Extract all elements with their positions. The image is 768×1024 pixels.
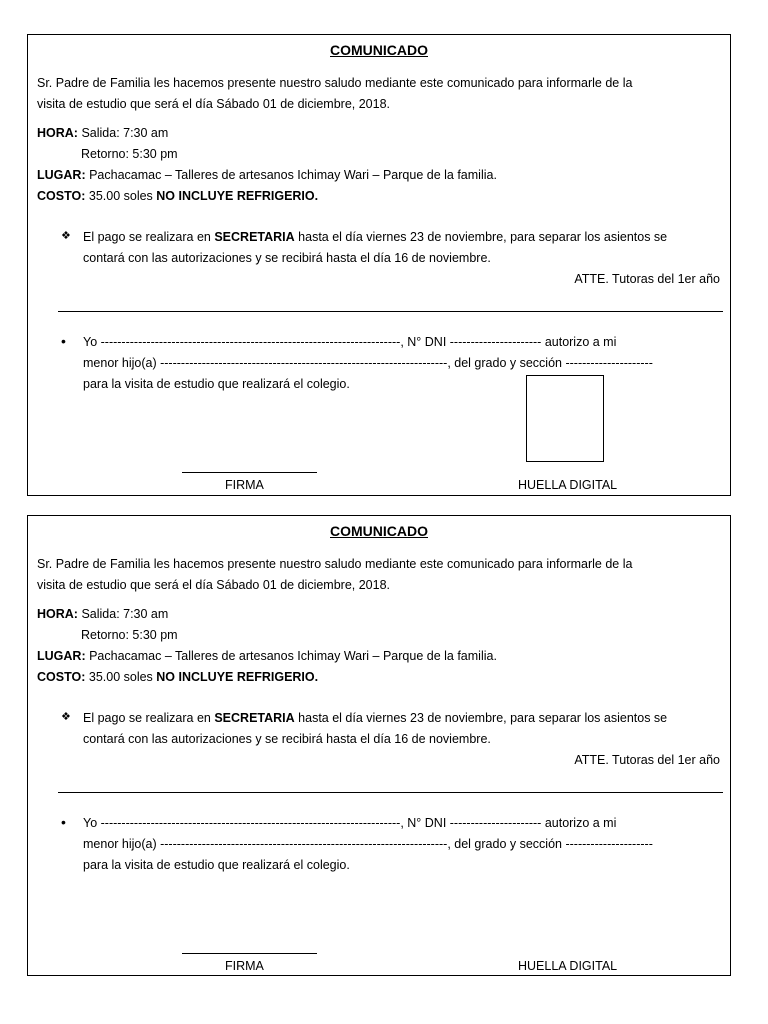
lugar-label: LUGAR:: [37, 168, 86, 182]
diamond-bullet-icon: ❖: [61, 711, 71, 723]
hora-label: HORA:: [37, 607, 78, 621]
pago-pre: El pago se realizara en: [83, 230, 215, 244]
auth-line-1: Yo ------------------------------------------------------------------------, N° DNI ---------------------- autorizo a mi: [83, 335, 617, 349]
costo-value: 35.00 soles: [85, 189, 157, 203]
pago-line-1: [83, 709, 667, 727]
lugar-label: LUGAR:: [37, 649, 86, 663]
round-bullet-icon: •: [61, 814, 66, 830]
retorno-value: Retorno: 5:30 pm: [81, 147, 178, 161]
lugar-value: Pachacamac – Talleres de artesanos Ichimay Wari – Parque de la familia.: [85, 649, 497, 663]
intro-line-2: visita de estudio que será el día Sábado 01 de diciembre, 2018.: [37, 578, 391, 592]
notice-title: COMUNICADO: [330, 42, 428, 58]
hora-row: [37, 605, 168, 623]
firma-label: FIRMA: [225, 959, 264, 973]
pago-bold: SECRETARIA: [214, 230, 295, 244]
costo-label: COSTO:: [37, 189, 86, 203]
auth-line-2: menor hijo(a) ---------------------------------------------------------------------, del grado y sección ---------------------: [83, 837, 653, 851]
auth-line-1: Yo ------------------------------------------------------------------------, N° DNI ---------------------- autorizo a mi: [83, 816, 617, 830]
intro-line-1: Sr. Padre de Familia les hacemos presente nuestro saludo mediante este comunicado para informarle de la: [37, 557, 633, 571]
signature-line: [182, 472, 317, 473]
costo-value: 35.00 soles: [85, 670, 157, 684]
costo-label: COSTO:: [37, 670, 86, 684]
notice-card-2: [27, 515, 731, 976]
lugar-row: [37, 647, 497, 665]
intro-line-1: Sr. Padre de Familia les hacemos presente nuestro saludo mediante este comunicado para informarle de la: [37, 76, 633, 90]
auth-line-2: menor hijo(a) ---------------------------------------------------------------------, del grado y sección ---------------------: [83, 356, 653, 370]
pago-post: hasta el día viernes 23 de noviembre, para separar los asientos se: [294, 711, 668, 725]
hora-label: HORA:: [37, 126, 78, 140]
lugar-row: [37, 166, 497, 184]
hora-row: [37, 124, 168, 142]
firma-label: FIRMA: [225, 478, 264, 492]
salida-value: Salida: 7:30 am: [77, 607, 169, 621]
huella-label: HUELLA DIGITAL: [518, 959, 618, 973]
intro-line-2: visita de estudio que será el día Sábado 01 de diciembre, 2018.: [37, 97, 391, 111]
cut-divider: [58, 792, 723, 793]
notice-card-1: [27, 34, 731, 496]
notice-title: COMUNICADO: [330, 523, 428, 539]
huella-label: HUELLA DIGITAL: [518, 478, 618, 492]
pago-pre: El pago se realizara en: [83, 711, 215, 725]
costo-row: [37, 187, 318, 205]
diamond-bullet-icon: ❖: [61, 230, 71, 242]
pago-post: hasta el día viernes 23 de noviembre, para separar los asientos se: [294, 230, 668, 244]
pago-line-2: contará con las autorizaciones y se recibirá hasta el día 16 de noviembre.: [83, 732, 491, 746]
round-bullet-icon: •: [61, 333, 66, 349]
lugar-value: Pachacamac – Talleres de artesanos Ichimay Wari – Parque de la familia.: [85, 168, 497, 182]
atte-signature: ATTE. Tutoras del 1er año: [574, 272, 720, 286]
auth-line-3: para la visita de estudio que realizará el colegio.: [83, 377, 350, 391]
pago-line-1: [83, 228, 667, 246]
atte-signature: ATTE. Tutoras del 1er año: [574, 753, 720, 767]
costo-note: NO INCLUYE REFRIGERIO.: [156, 189, 319, 203]
costo-row: [37, 668, 318, 686]
auth-line-3: para la visita de estudio que realizará el colegio.: [83, 858, 350, 872]
cut-divider: [58, 311, 723, 312]
pago-line-2: contará con las autorizaciones y se recibirá hasta el día 16 de noviembre.: [83, 251, 491, 265]
signature-line: [182, 953, 317, 954]
pago-bold: SECRETARIA: [214, 711, 295, 725]
fingerprint-box: [526, 375, 604, 462]
retorno-value: Retorno: 5:30 pm: [81, 628, 178, 642]
salida-value: Salida: 7:30 am: [77, 126, 169, 140]
costo-note: NO INCLUYE REFRIGERIO.: [156, 670, 319, 684]
